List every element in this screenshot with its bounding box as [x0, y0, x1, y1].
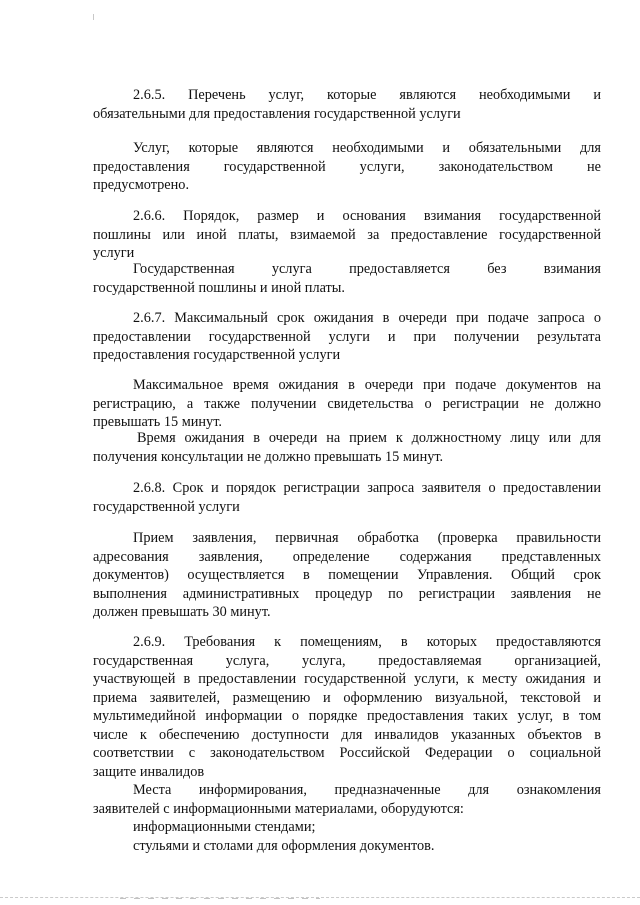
text-line: Услуг, которые являются необходимыми и обязательными для: [133, 140, 601, 156]
text-line: услуги: [93, 245, 135, 261]
section-2-6-7-paragraph-2: [93, 429, 601, 466]
text-line: адресования заявления, определение содержания представленных: [93, 548, 601, 565]
text-line: государственной пошлины и иной платы.: [93, 279, 345, 296]
text-line: участвующей в предоставлении государственной услуги, к месту ожидания и: [93, 671, 601, 687]
text-line: соответствии с законодательством Российской Федерации о социальной: [93, 745, 601, 761]
text-line: предоставления государственной услуги, законодательством не: [93, 158, 601, 175]
text-line: получения консультации не должно превышать 15 минут.: [93, 448, 444, 465]
section-2-6-7-paragraph-1: [93, 376, 601, 432]
scan-edge-artifact: [120, 898, 320, 899]
section-2-6-9-heading: [93, 633, 601, 781]
text-line: регистрацию, а также получении свидетельства о регистрации не должно: [93, 395, 601, 412]
section-2-6-7-heading: [93, 309, 601, 365]
text-line: защите инвалидов: [93, 763, 205, 780]
text-line: 2.6.6. Порядок, размер и основания взимания государственной: [133, 208, 601, 224]
text-line: документов) осуществляется в помещении Управления. Общий срок: [93, 567, 601, 583]
text-line: 2.6.9. Требования к помещениям, в которых предоставляются: [133, 634, 601, 650]
text-line: 2.6.7. Максимальный срок ожидания в очереди при подаче запроса о: [133, 310, 601, 326]
section-2-6-8-heading: [93, 479, 601, 516]
text-line: 2.6.8. Срок и порядок регистрации запроса заявителя о предоставлении: [133, 480, 601, 496]
text-line: мультимедийной информации о порядке предоставления таких услуг, в том: [93, 708, 601, 724]
text-line: Прием заявления, первичная обработка (проверка правильности: [133, 530, 601, 546]
text-line: превышать 15 минут.: [93, 414, 222, 430]
text-line: предусмотрено.: [93, 177, 190, 193]
list-item: информационными стендами;: [133, 819, 316, 835]
section-2-6-5-body: [93, 139, 601, 195]
text-line: выполнения административных процедур по регистрации заявления не: [93, 585, 601, 602]
section-2-6-6-body: [93, 260, 601, 297]
text-line: государственной услуги: [93, 498, 240, 515]
scan-mark: [93, 14, 94, 20]
section-2-6-8-body: [93, 529, 601, 622]
text-line: предоставления государственной услуги: [93, 347, 341, 363]
text-line: числе к обеспечению доступности для инвалидов указанных объектов в: [93, 726, 601, 743]
text-line: приема заявителей, размещению и оформлению визуальной, текстовой и: [93, 689, 601, 706]
text-line: 2.6.5. Перечень услуг, которые являются необходимыми и: [133, 87, 601, 103]
section-2-6-5-heading: [93, 86, 601, 123]
text-line: государственная услуга, услуга, предоставляемая организацией,: [93, 652, 601, 669]
text-line: Государственная услуга предоставляется без взимания: [133, 261, 601, 277]
text-line: должен превышать 30 минут.: [93, 604, 271, 620]
text-line: обязательными для предоставления государственной услуги: [93, 105, 461, 122]
text-line: Время ожидания в очереди на прием к должностному лицу или для: [137, 430, 601, 446]
section-2-6-6-heading: [93, 207, 601, 263]
scan-edge-artifact: [0, 897, 640, 901]
text-line: пошлины или иной платы, взимаемой за предоставление государственной: [93, 226, 601, 243]
list-item: стульями и столами для оформления документов.: [133, 838, 435, 854]
text-line: Максимальное время ожидания в очереди при подаче документов на: [133, 377, 601, 393]
text-line: Места информирования, предназначенные для ознакомления: [133, 782, 601, 798]
text-line: заявителей с информационными материалами, оборудуются:: [93, 800, 464, 817]
text-line: предоставлении государственной услуги и при получении результата: [93, 328, 601, 345]
section-2-6-9-body: [93, 781, 601, 818]
